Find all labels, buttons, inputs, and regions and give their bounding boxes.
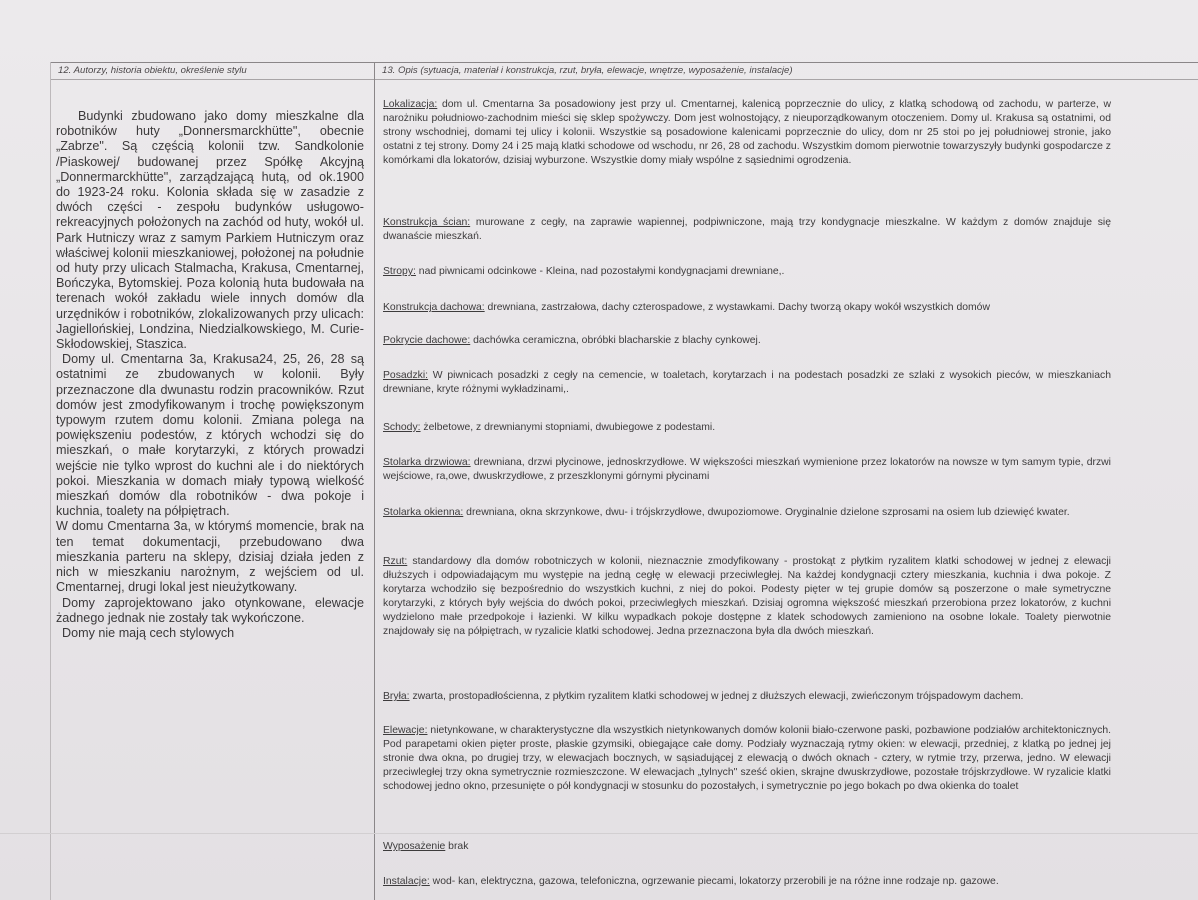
section-text: standardowy dla domów robotniczych w kolonii, nieznacznie zmodyfikowany - prostokąt z płytkim ryzalitem klatki schodowej w jednej z elewacji dłuższych i odpowiadającym mu występie na jedną cegłę w elewacji przeciwległej. Na każdej kondygnacji cztery mieszkania, kuchnia i dwa pokoje. Z korytarza wchodziło się bezpośrednio do wszystkich kuchni, z niej do pokoi. Podesty pięter w tej grupie domów są poszerzone o małe symetryczne korytarzyki, z których były wejścia do dwóch pokoi, przeciwległych mieszkań. Dzisiaj ogromna większość mieszkań przerobiona przez lokatorów, z kuchni wydzielono małe przedpokoje i łazienki. W kilku wypadkach pokoje dostępne z klatek schodowych zamieniono na osobne lokale. Toalety pierwotnie znajdowały się na półpiętrach, w ryzalicie klatki schodowej. Jedna przeznaczona była dla dwóch mieszkań. xyxy=(383,556,1111,638)
section-label: Stolarka drzwiowa: xyxy=(383,457,471,468)
section-label: Stropy: xyxy=(383,266,416,277)
section-label: Konstrukcja dachowa: xyxy=(383,302,485,313)
history-paragraph: Budynki zbudowano jako domy mieszkalne dla robotników huty „Donnersmarckhütte", obecnie „Zabrze". Są częścią kolonii tzw. Sandkolonie /Piaskowej/ budowanej przez Spółkę Akcyjną „Donnermarckhütte", zarządzającą hutą, od ok.1900 do 1923-24 roku. Kolonia składa się w zasadzie z dwóch części - zespołu budynków usługowo-rekreacyjnych położonych na zachód od huty, wokół ul. Park Hutniczy wraz z samym Parkiem Hutniczym oraz właściwej kolonii mieszkaniowej, położonej na południe od huty przy ulicach Stalmacha, Krakusa, Cmentarnej, Bończyka, Bytomskiej. Poza kolonią huta budowała na terenach wokół zakładu wiele innych domów dla urzędników i robotników, zlokalizowanych przy ulicach: Jagiellońskiej, Londzina, Niedzialkowskiego, M. Curie-Skłodowskiej, Staszica. xyxy=(56,109,364,352)
section-lokalizacja xyxy=(383,98,1111,168)
section-text: żelbetowe, z drewnianymi stopniami, dwubiegowe z podestami. xyxy=(420,422,716,433)
section-label: Instalacje: xyxy=(383,876,430,887)
section-label: Konstrukcja ścian: xyxy=(383,217,471,228)
section-text: brak xyxy=(445,841,469,852)
section-text: drewniana, drzwi płycinowe, jednoskrzydłowe. W większości mieszkań wymienione przez lokatorów na nowsze w tym samym typie, drzwi wejściowe, ra,owe, dwuskrzydłowe, z przeszklonymi górnymi płycinami xyxy=(383,457,1111,483)
paper-fold-line xyxy=(0,833,1198,834)
section-pokrycie-dachowe xyxy=(383,334,1111,348)
section-instalacje xyxy=(383,875,1111,889)
section-text: dom ul. Cmentarna 3a posadowiony jest przy ul. Cmentarnej, kalenicą poprzecznie do ulicy, z klatką schodową od zachodu, w parterze, w narożniku południowo-zachodnim mieści się sklep spożywczy. Dom jest wolnostojący, z nieuporządkowanym otoczeniem. Domy ul. Krakusa są ostatnimi, od strony wschodniej, domami tej ulicy i kolonii. Wszystkie są posadowione kalenicami poprzecznie do ulicy, dom nr 25 stoi po jej południowej stronie, jako ostatni z tej strony. Domy 24 i 25 mają klatki schodowe od wschodu, nr 26, 28 od zachodu. Wszystkim domom pierwotnie towarzyszyły budynki gospodarcze z komórkami dla lokatorów, dzisiaj wyburzone. Wszystkie domy miały wspólne z sąsiednimi ogrodzenia. xyxy=(383,99,1111,167)
section-text: murowane z cegły, na zaprawie wapiennej, podpiwniczone, mają trzy kondygnacje mieszkalne. W każdym z domów znajduje się dwanaście mieszkań. xyxy=(383,217,1111,243)
section-text: dachówka ceramiczna, obróbki blacharskie z blachy cynkowej. xyxy=(470,335,761,346)
section-text: nietynkowane, w charakterystyczne dla wszystkich nietynkowanych domów kolonii biało-czerwone paski, pozbawione podziałów architektonicznych. Pod parapetami okien pięter proste, płaskie gzymsiki, obiegające całe domy. Podziały wyznaczają rytmy okien: w elewacji, przedniej, z klatką po jednej jej stronie dwa okna, po drugiej trzy, w elewacjach bocznych, w sąsiadującej z elewacją o dwóch oknach - cztery, w rytmie trzy, przerwa, jedno. W elewacji przeciwległej trzy okna symetrycznie rozmieszczone. W elewacjach „tylnych" sześć okien, skrajne dwuskrzydłowe, pozostałe trójskrzydłowe. W ryzalicie klatki schodowej jedno okno, przesunięte o pół kondygnacji w stosunku do pozostałych, i symetrycznie po jego bokach po dwa okienka do toalet xyxy=(383,725,1111,793)
section-konstrukcja-dachowa xyxy=(383,301,1111,315)
section-label: Rzut: xyxy=(383,556,408,567)
section-text: W piwnicach posadzki z cegły na cemencie, w toaletach, korytarzach i na podestach posadzki ze szlaki z wysokich pieców, w mieszkaniach drewniane, kryte różnymi wykładzinami,. xyxy=(383,370,1111,396)
section-stolarka-drzwiowa xyxy=(383,456,1111,484)
section-text: drewniana, okna skrzynkowe, dwu- i trójskrzydłowe, dwupoziomowe. Oryginalnie dzielone szprosami na osiem lub dziewięć kwater. xyxy=(463,507,1070,518)
section-label: Lokalizacja: xyxy=(383,99,438,110)
section-label: Bryła: xyxy=(383,691,410,702)
history-paragraph: Domy zaprojektowano jako otynkowane, elewacje żadnego jednak nie zostały tak wykończone. xyxy=(56,595,364,625)
section-wyposazenie xyxy=(383,840,1111,854)
section-label: Stolarka okienna: xyxy=(383,507,464,518)
history-paragraph: W domu Cmentarna 3a, w którymś momencie, brak na ten temat dokumentacji, przebudowano dwa mieszkania parteru na sklepy, dzisiaj działa jeden z nich w mieszkaniu narożnym, z wejściem od ul. Cmentarnej, drugi lokal jest nieużytkowany. xyxy=(56,519,364,595)
section-text: zwarta, prostopadłościenna, z płytkim ryzalitem klatki schodowej w jednej z dłuższych elewacji, zwieńczonym trójspadowym dachem. xyxy=(409,691,1024,702)
header-description: 13. Opis (sytuacja, materiał i konstrukcja, rzut, bryła, elewacje, wnętrze, wyposażenie, instalacje) xyxy=(382,65,793,76)
section-text: nad piwnicami odcinkowe - Kleina, nad pozostałymi kondygnacjami drewniane,. xyxy=(415,266,785,277)
table-left-border xyxy=(50,62,51,900)
section-rzut xyxy=(383,555,1111,640)
section-label: Schody: xyxy=(383,422,421,433)
section-stropy xyxy=(383,265,1111,279)
section-label: Wyposażenie xyxy=(383,841,446,852)
section-schody xyxy=(383,421,1111,435)
header-authors-history: 12. Autorzy, historia obiektu, określenie stylu xyxy=(58,65,247,76)
section-stolarka-okienna xyxy=(383,506,1111,520)
section-elewacje xyxy=(383,724,1111,794)
column-divider xyxy=(374,62,375,900)
history-paragraph: Domy ul. Cmentarna 3a, Krakusa24, 25, 26, 28 są ostatnimi ze zbudowanych w kolonii. Były przeznaczone dla dwunastu rodzin pracowników. Rzut domów jest zmodyfikowanym i trochę powiększonym typowym rzutem domu kolonii. Zmiana polega na powiększeniu podestów, z których wchodzi się do mieszkań, o małe korytarzyki, z których prowadzi wejście nie tylko wprost do kuchni ale i do niektórych pokoi. Mieszkania w domach miały typową wielkość mieszkań domów dla robotników - dwa pokoje i kuchnia, toalety na półpiętrach. xyxy=(56,352,364,519)
history-paragraph: Domy nie mają cech stylowych xyxy=(62,625,235,640)
section-label: Pokrycie dachowe: xyxy=(383,335,471,346)
section-label: Elewacje: xyxy=(383,725,428,736)
section-text: drewniana, zastrzałowa, dachy czterospadowe, z wystawkami. Dachy tworzą okapy wokół wszystkich domów xyxy=(484,302,990,313)
section-posadzki xyxy=(383,369,1111,397)
header-row-border xyxy=(50,79,1198,80)
section-konstrukcja-scian xyxy=(383,216,1111,244)
history-column xyxy=(56,109,364,641)
section-label: Posadzki: xyxy=(383,370,429,381)
table-top-border xyxy=(50,62,1198,63)
section-bryla xyxy=(383,690,1111,704)
section-text: wod- kan, elektryczna, gazowa, telefoniczna, ogrzewanie piecami, lokatorzy przerobili je na różne inne rodzaje np. gazowe. xyxy=(429,876,999,887)
